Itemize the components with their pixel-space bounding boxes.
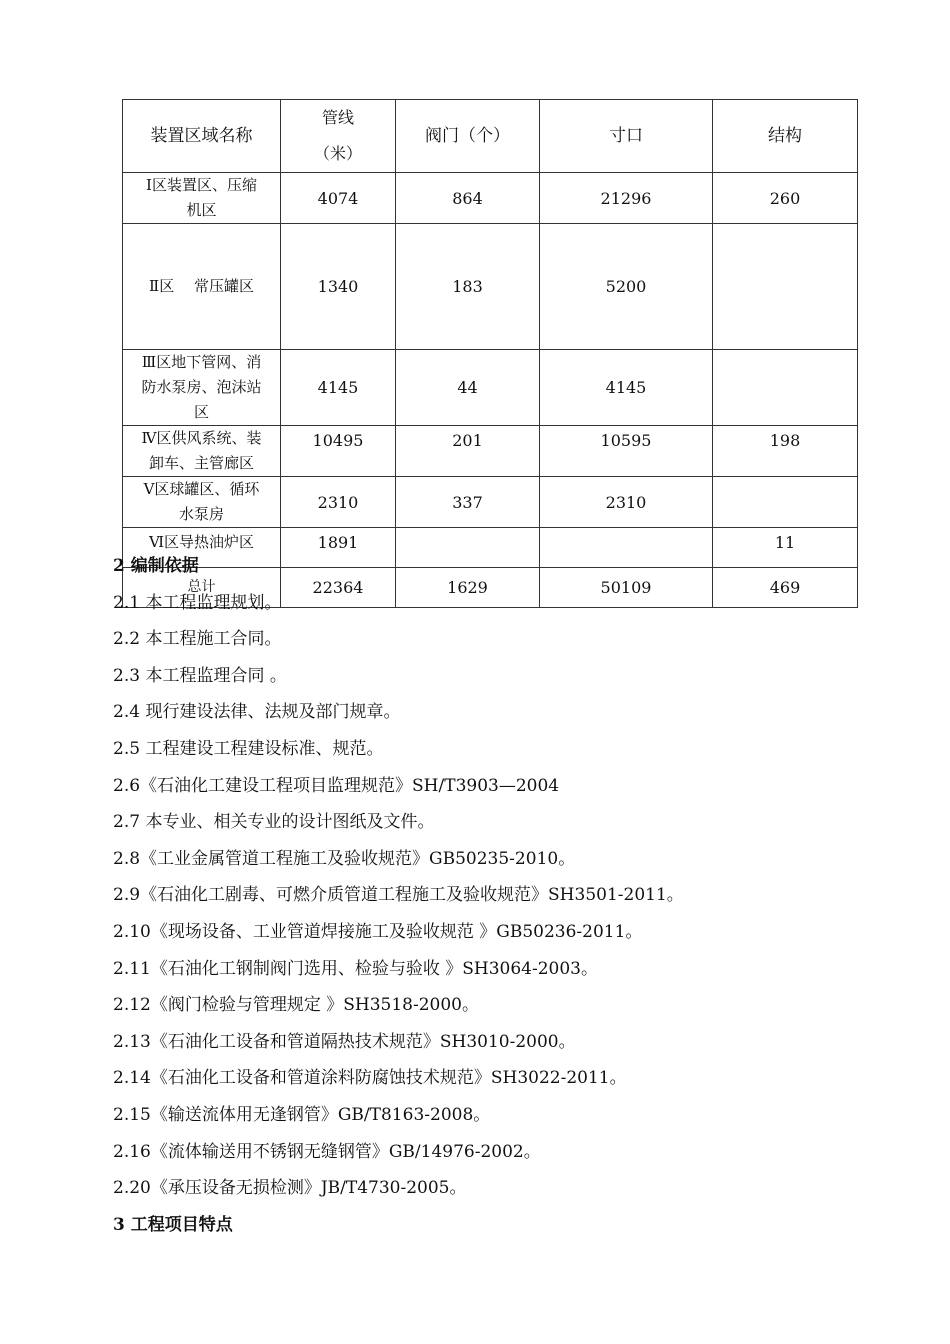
row-pipe: 2310 xyxy=(281,477,396,528)
row-structure xyxy=(713,350,858,426)
header-pipe xyxy=(281,100,396,173)
row-area-name-line: 防水泵房、泡沫站 xyxy=(141,378,262,396)
total-valve: 1629 xyxy=(396,568,540,608)
list-item: 2.14《石油化工设备和管道涂料防腐蚀技术规范》SH3022-2011。 xyxy=(113,1068,627,1089)
list-item: 2.10《现场设备、工业管道焊接施工及验收规范 》GB50236-2011。 xyxy=(113,921,643,942)
section-3-heading: 3 工程项目特点 xyxy=(113,1214,233,1235)
table-header-row xyxy=(123,100,858,173)
list-item: 2.1 本工程监理规划。 xyxy=(113,592,282,613)
row-joint: 10595 xyxy=(540,426,713,477)
header-area-name: 装置区域名称 xyxy=(123,100,281,173)
total-pipe: 22364 xyxy=(281,568,396,608)
list-item: 2.16《流体输送用不锈钢无缝钢管》GB/14976-2002。 xyxy=(113,1141,541,1162)
row-area-name xyxy=(123,224,281,350)
table-row xyxy=(123,224,858,350)
table-row xyxy=(123,173,858,224)
list-item: 2.7 本专业、相关专业的设计图纸及文件。 xyxy=(113,812,435,833)
list-item: 2.5 工程建设工程建设标准、规范。 xyxy=(113,738,384,759)
header-valve: 阀门（个） xyxy=(396,100,540,173)
list-item: 2.8《工业金属管道工程施工及验收规范》GB50235-2010。 xyxy=(113,848,576,869)
body-text xyxy=(113,548,873,1243)
row-structure: 198 xyxy=(713,426,858,477)
row-area-name-line: 卸车、主管廊区 xyxy=(148,454,254,472)
section-2-heading: 2 编制依据 xyxy=(113,556,199,576)
row-joint: 21296 xyxy=(540,173,713,224)
row-area-name-line: Ⅲ区地下管网、消 xyxy=(141,353,262,371)
total-structure: 469 xyxy=(713,568,858,608)
row-area-name xyxy=(123,173,281,224)
list-item: 2.3 本工程监理合同 。 xyxy=(113,665,287,686)
row-area-name-line: Ⅰ区装置区、压缩 xyxy=(146,176,257,194)
list-item: 2.12《阀门检验与管理规定 》SH3518-2000。 xyxy=(113,995,479,1016)
row-pipe: 4074 xyxy=(281,173,396,224)
header-pipe-line1: 管线 xyxy=(321,108,354,127)
list-item: 2.2 本工程施工合同。 xyxy=(113,629,282,650)
row-valve: 44 xyxy=(396,350,540,426)
total-joint: 50109 xyxy=(540,568,713,608)
row-area-name-line: 水泵房 xyxy=(178,505,224,523)
list-item: 2.13《石油化工设备和管道隔热技术规范》SH3010-2000。 xyxy=(113,1031,576,1052)
list-item: 2.9《石油化工剧毒、可燃介质管道工程施工及验收规范》SH3501-2011。 xyxy=(113,885,684,906)
table-row xyxy=(123,477,858,528)
quantity-table xyxy=(122,99,858,608)
list-item: 2.4 现行建设法律、法规及部门规章。 xyxy=(113,702,401,723)
row-pipe: 1891 xyxy=(281,528,396,568)
header-pipe-line2: （米） xyxy=(313,144,362,163)
list-item: 2.15《输送流体用无逢钢管》GB/T8163-2008。 xyxy=(113,1104,491,1125)
table-row xyxy=(123,426,858,477)
row-joint: 2310 xyxy=(540,477,713,528)
row-area-name xyxy=(123,477,281,528)
row-structure: 260 xyxy=(713,173,858,224)
row-pipe: 10495 xyxy=(281,426,396,477)
row-valve: 183 xyxy=(396,224,540,350)
row-pipe: 1340 xyxy=(281,224,396,350)
row-area-name-line: Ⅴ区球罐区、循环 xyxy=(143,480,260,498)
row-area-name-line: 区 xyxy=(193,403,209,421)
row-area-name-line: Ⅳ区供风系统、装 xyxy=(141,429,262,447)
row-area-name-line: Ⅱ区 常压罐区 xyxy=(149,277,254,295)
row-area-name xyxy=(123,350,281,426)
table-row xyxy=(123,350,858,426)
header-structure: 结构 xyxy=(713,100,858,173)
row-pipe: 4145 xyxy=(281,350,396,426)
row-structure xyxy=(713,477,858,528)
row-valve: 337 xyxy=(396,477,540,528)
row-area-name-line: Ⅵ区导热油炉区 xyxy=(148,533,255,551)
row-area-name xyxy=(123,426,281,477)
row-joint: 5200 xyxy=(540,224,713,350)
header-joint: 寸口 xyxy=(540,100,713,173)
row-structure xyxy=(713,224,858,350)
row-structure: 11 xyxy=(713,528,858,568)
row-valve: 201 xyxy=(396,426,540,477)
row-joint: 4145 xyxy=(540,350,713,426)
list-item: 2.11《石油化工钢制阀门选用、检验与验收 》SH3064-2003。 xyxy=(113,958,598,979)
row-area-name-line: 机区 xyxy=(186,201,217,219)
list-item: 2.6《石油化工建设工程项目监理规范》SH/T3903—2004 xyxy=(113,775,560,796)
total-label: 总计 xyxy=(123,568,281,608)
list-item: 2.20《承压设备无损检测》JB/T4730-2005。 xyxy=(113,1178,467,1199)
row-valve: 864 xyxy=(396,173,540,224)
